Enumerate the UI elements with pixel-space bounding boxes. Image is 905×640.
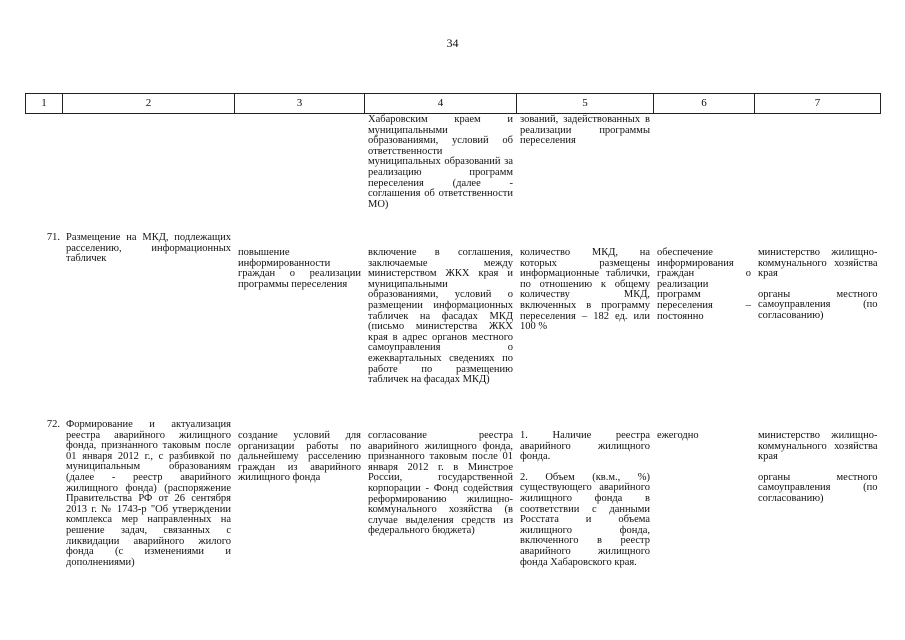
continuation-indicator: зований, задействованных в реализации программы переселения: [520, 114, 650, 147]
header-col-3: 3: [235, 94, 365, 114]
header-col-4: 4: [365, 94, 517, 114]
row-number: 71.: [46, 232, 60, 243]
indicator-text: 2. Объем (кв.м., %) существующего аварийного жилищного фонда в соответствии с данными Росстата и объема жилищного фонда, включенного в реестр аварийного жилищного фонда Хабаровского края.: [520, 471, 650, 568]
indicator-text: количество МКД, на которых размещены информационные таблички, по отношению к общему количеству МКД, включенных в программу переселения – 182 ед. или 100 %: [520, 247, 650, 333]
executor-text: органы местного самоуправления (по согласованию): [758, 288, 878, 321]
executor-text: министерство жилищно-коммунального хозяйства края: [758, 247, 878, 280]
table-row: [26, 233, 881, 420]
measure-executors: [755, 233, 881, 420]
measure-indicators: [517, 420, 654, 568]
continuation-mechanism: Хабаровским краем и муниципальными образованиями, условий об ответственности муниципальных образований за реализацию программ переселения (далее - соглашения об ответственности МО): [368, 114, 513, 210]
measure-mechanism: согласование реестра аварийного жилищного фонда, признанного таковым после 01 января 2012 г. в Минстрое России, государственной корпорации - Фонд содействия реформированию жилищно-коммунального хозяйства (в случае выделения средств из федерального бюджета): [368, 430, 513, 537]
table-row: [26, 420, 881, 568]
measure-goal: создание условий для организации работы по дальнейшему расселению граждан из аварийного жилищного фонда: [238, 430, 361, 484]
header-col-2: 2: [63, 94, 235, 114]
header-col-6: 6: [654, 94, 755, 114]
table-row-continuation: [26, 114, 881, 234]
measure-executors: [755, 420, 881, 568]
header-col-5: 5: [517, 94, 654, 114]
measure-name: Размещение на МКД, подлежащих расселению, информационных табличек: [66, 232, 231, 265]
header-col-7: 7: [755, 94, 881, 114]
row-number: 72.: [46, 419, 60, 430]
measure-term: обеспечение информирования граждан о реализации программ переселения – постоянно: [657, 247, 751, 322]
measure-term: ежегодно: [657, 430, 699, 441]
indicator-text: 1. Наличие реестра аварийного жилищного фонда.: [520, 430, 650, 463]
measure-goal: повышение информированности граждан о реализации программы переселения: [238, 247, 361, 290]
table-header: [26, 94, 881, 114]
page-number: 34: [446, 36, 459, 50]
measure-name: Формирование и актуализация реестра аварийного жилищного фонда, признанного таковым после 01 января 2012 г., с разбивкой по муниципальным образованиям (далее - реестр аварийного жилищного фонда) (распоряжение Правительства РФ от 26 сентября 2013 г. № 1743-р "Об утверждении комплекса мер направленных на решение задач, связанных с ликвидации аварийного жилого фонда (с изменениями и дополнениями): [66, 419, 231, 568]
executor-text: министерство жилищно-коммунального хозяйства края: [758, 430, 878, 463]
measure-mechanism: включение в соглашения, заключаемые между министерством ЖКХ края и муниципальными образованиями, условий о размещении информационных табличек на фасадах МКД (письмо министерства ЖКХ края в адрес органов местного самоуправления о ежеквартальных сведениях по работе по размещению табличек на фасадах МКД): [368, 247, 513, 386]
header-col-1: 1: [26, 94, 63, 114]
executor-text: органы местного самоуправления (по согласованию): [758, 471, 878, 504]
measure-indicators: [517, 233, 654, 420]
measures-table: [25, 93, 881, 568]
